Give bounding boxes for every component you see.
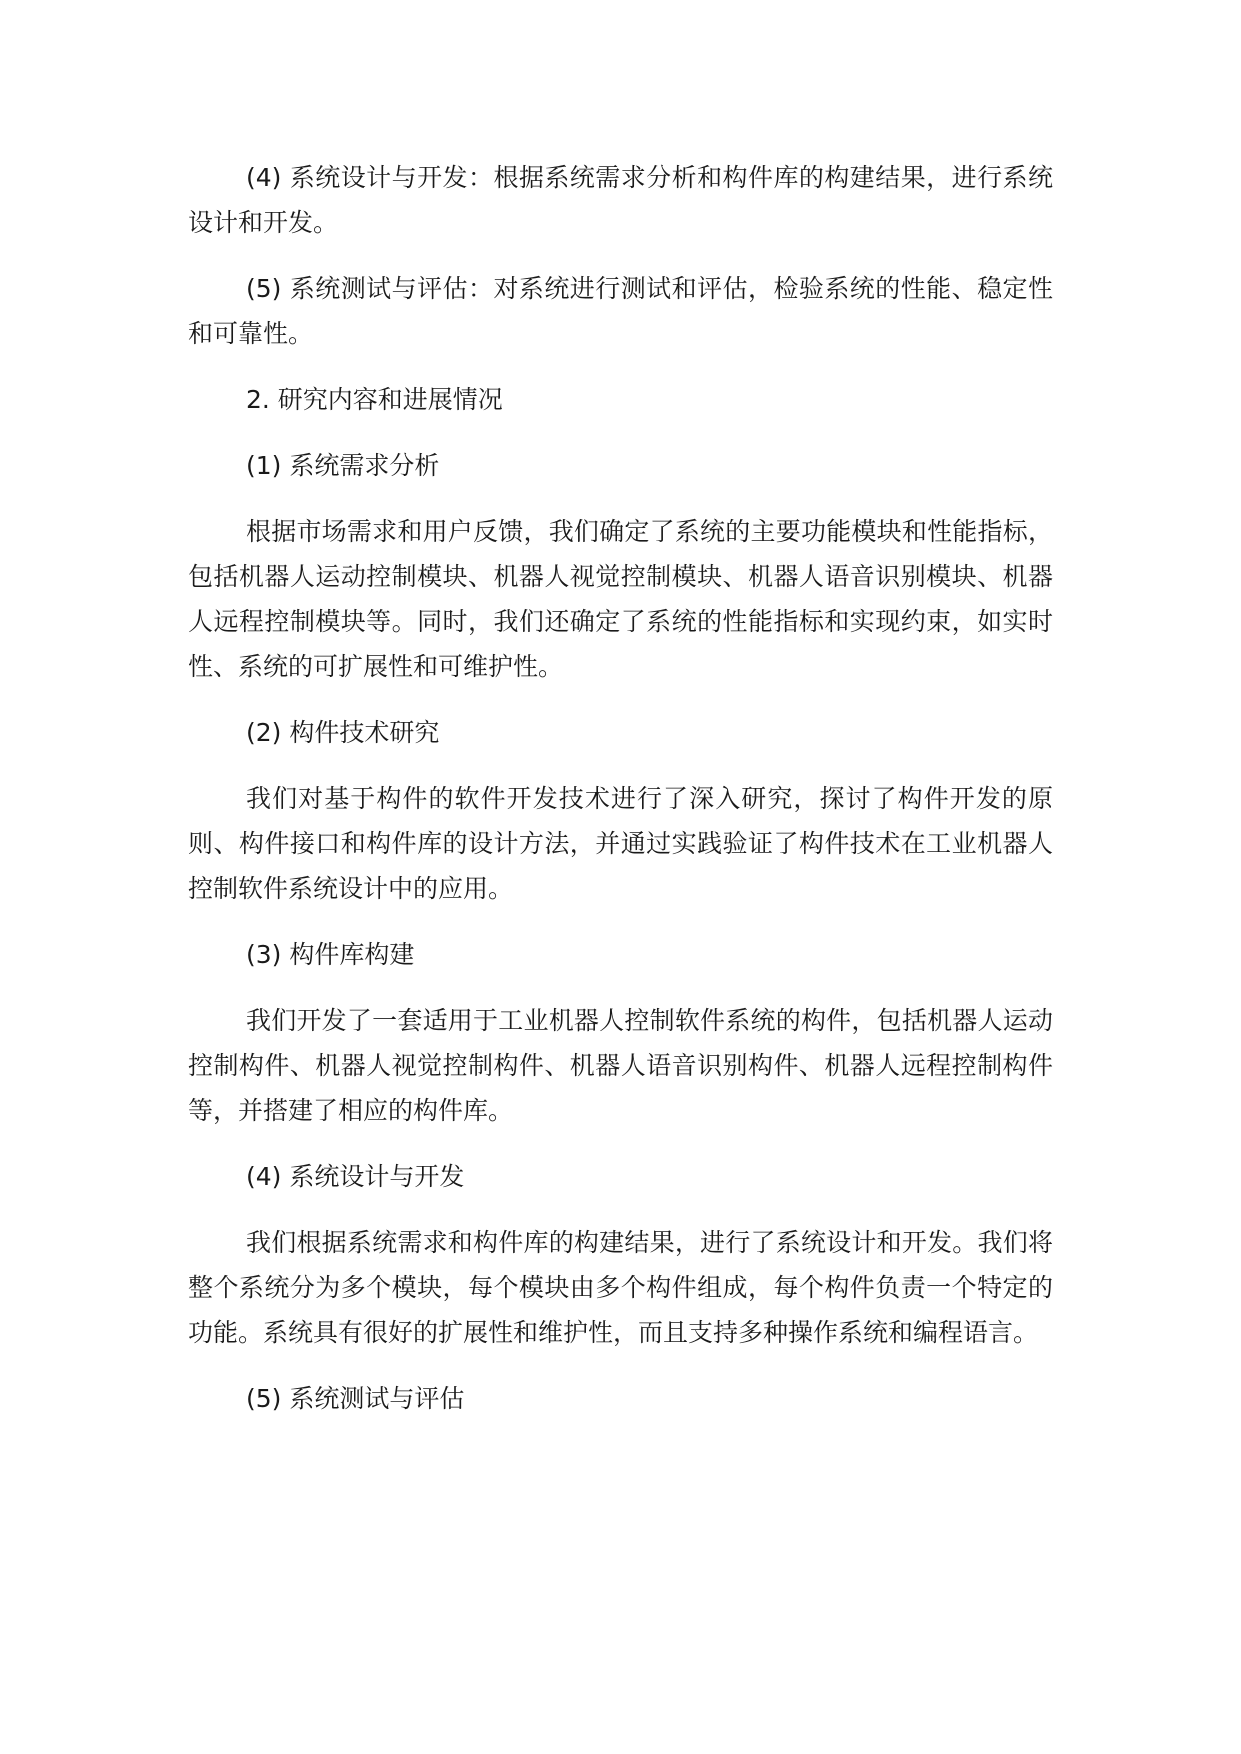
document-body bbox=[188, 155, 1053, 1442]
paragraph-step-4-design: (4) 系统设计与开发：根据系统需求分析和构件库的构建结果，进行系统设计和开发。 bbox=[188, 163, 1053, 237]
paragraph-component-library: 我们开发了一套适用于工业机器人控制软件系统的构件，包括机器人运动控制构件、机器人视觉控制构件、机器人语音识别构件、机器人远程控制构件等，并搭建了相应的构件库。 bbox=[188, 1006, 1053, 1125]
subheading-requirements-analysis: (1) 系统需求分析 bbox=[246, 451, 440, 480]
paragraph-step-5-testing: (5) 系统测试与评估：对系统进行测试和评估，检验系统的性能、稳定性和可靠性。 bbox=[188, 274, 1053, 348]
paragraph-component-technology: 我们对基于构件的软件开发技术进行了深入研究，探讨了构件开发的原则、构件接口和构件库的设计方法，并通过实践验证了构件技术在工业机器人控制软件系统设计中的应用。 bbox=[188, 784, 1053, 903]
section-heading-research-progress: 2. 研究内容和进展情况 bbox=[246, 385, 503, 414]
subheading-component-library: (3) 构件库构建 bbox=[246, 940, 415, 969]
subheading-system-design: (4) 系统设计与开发 bbox=[246, 1162, 465, 1191]
subheading-system-testing: (5) 系统测试与评估 bbox=[246, 1384, 465, 1413]
subheading-component-technology: (2) 构件技术研究 bbox=[246, 718, 440, 747]
paragraph-system-design: 我们根据系统需求和构件库的构建结果，进行了系统设计和开发。我们将整个系统分为多个模块，每个模块由多个构件组成，每个构件负责一个特定的功能。系统具有很好的扩展性和维护性，而且支持多种操作系统和编程语言。 bbox=[188, 1228, 1053, 1347]
paragraph-requirements-analysis: 根据市场需求和用户反馈，我们确定了系统的主要功能模块和性能指标，包括机器人运动控制模块、机器人视觉控制模块、机器人语音识别模块、机器人远程控制模块等。同时，我们还确定了系统的性能指标和实现约束，如实时性、系统的可扩展性和可维护性。 bbox=[188, 517, 1053, 681]
